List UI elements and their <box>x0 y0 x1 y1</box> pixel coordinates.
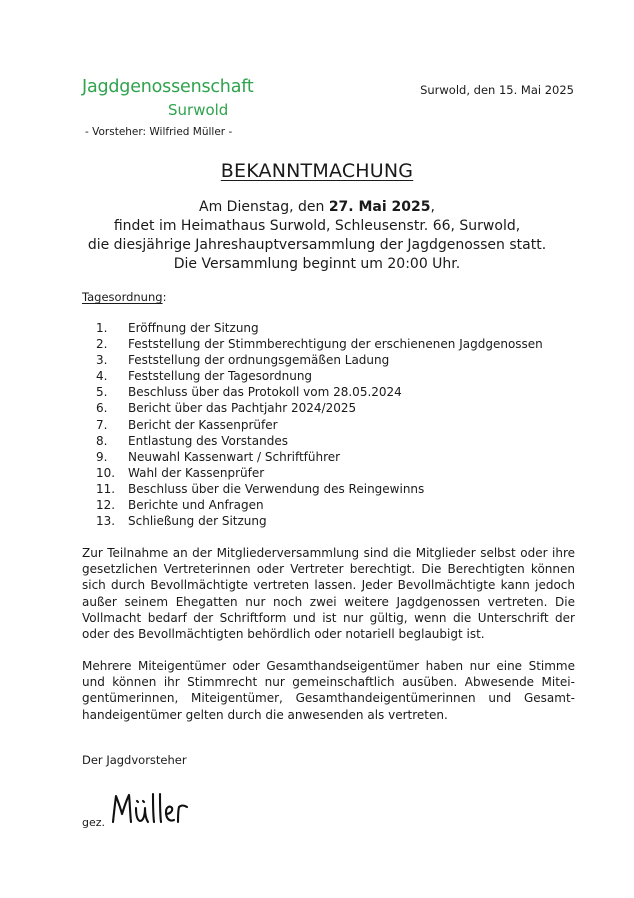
list-item-number: 3. <box>96 353 108 368</box>
org-block <box>82 76 282 120</box>
list-item-number: 6. <box>96 401 108 416</box>
list-item-number: 12. <box>96 498 116 513</box>
agenda-list <box>96 320 543 529</box>
co-owner-paragraph: Mehrere Miteigentümer oder Gesamthandseigentümer haben nur eine Stimme und können ihr Stimmrecht nur gemeinschaftlich ausüben. Abwesende Miteigentümerinnen, Miteigentümer, Gesamthandeigentümerinnen und Gesamthandeigentümer gelten durch die anwesenden als vertreten. <box>82 659 575 722</box>
intro-line-1 <box>0 198 634 217</box>
list-item-number: 2. <box>96 337 108 352</box>
list-item <box>96 417 543 433</box>
signature-prefix: gez. <box>82 816 106 829</box>
list-item-number: 13. <box>96 514 116 529</box>
handwritten-signature <box>110 790 190 826</box>
list-item-text: Wahl der Kassenprüfer <box>128 465 265 480</box>
list-item-text: Beschluss über die Verwendung des Reingewinns <box>128 481 425 496</box>
meeting-date: 27. Mai 2025 <box>328 199 431 215</box>
list-item <box>96 320 543 336</box>
list-item <box>96 384 543 400</box>
list-item-text: Neuwahl Kassenwart / Schriftführer <box>128 449 341 464</box>
list-item <box>96 400 543 416</box>
list-item-number: 11. <box>96 481 116 496</box>
participation-paragraph: Zur Teilnahme an der Mitgliederversammlung sind die Mitglieder selbst oder ihre gesetzlichen Vertreterinnen oder Vertreter berechtigt. Die Berechtigten können sich durch Bevollmächtigte vertreten lassen. Jeder Bevollmächtigte kann jedoch außer seinem Ehegatten nur noch zwei weitere Jagdgenossen vertreten. Die Vollmacht bedarf der Schriftform und ist nur gültig, wenn die Unterschrift der oder des Bevollmächtigten behördlich oder notariell beglaubigt ist. <box>82 546 575 642</box>
list-item-text: Schließung der Sitzung <box>128 514 267 529</box>
list-item-text: Eröffnung der Sitzung <box>128 321 259 335</box>
dateline: Surwold, den 15. Mai 2025 <box>420 83 574 97</box>
chairman-line: - Vorsteher: Wilfried Müller - <box>85 126 233 138</box>
page-title: BEKANNTMACHUNG <box>220 160 414 182</box>
list-item <box>96 449 543 465</box>
list-item-text: Feststellung der Stimmberechtigung der erschienenen Jagdgenossen <box>128 337 543 352</box>
list-item <box>96 368 543 384</box>
agenda-heading-text: Tagesordnung <box>82 290 163 304</box>
intro-line-1-pre: Am Dienstag, den <box>199 199 329 215</box>
list-item <box>96 433 543 449</box>
list-item <box>96 352 543 368</box>
intro-line-3: die diesjährige Jahreshauptversammlung der Jagdgenossen statt. <box>87 237 547 253</box>
closing-line: Der Jagdvorsteher <box>82 753 187 767</box>
list-item <box>96 481 543 497</box>
list-item-text: Berichte und Anfragen <box>128 498 264 513</box>
list-item <box>96 513 543 529</box>
list-item-number: 5. <box>96 385 108 400</box>
list-item <box>96 336 543 352</box>
agenda-heading <box>82 290 166 304</box>
list-item-number: 8. <box>96 433 108 448</box>
list-item-text: Feststellung der Tagesordnung <box>128 369 313 384</box>
list-item-number: 7. <box>96 417 108 432</box>
list-item-number: 10. <box>96 465 116 480</box>
intro-line-4: Die Versammlung beginnt um 20:00 Uhr. <box>173 256 461 272</box>
list-item-text: Entlastung des Vorstandes <box>128 433 288 448</box>
intro-line-2: findet im Heimathaus Surwold, Schleusenstr. 66, Surwold, <box>113 218 521 234</box>
list-item-number: 9. <box>96 449 108 464</box>
org-place: Surwold <box>168 101 229 119</box>
list-item-number: 1. <box>96 321 108 335</box>
list-item-text: Bericht der Kassenprüfer <box>128 417 278 432</box>
list-item-text: Bericht über das Pachtjahr 2024/2025 <box>128 401 357 416</box>
intro-block <box>0 198 634 274</box>
list-item-text: Beschluss über das Protokoll vom 28.05.2024 <box>128 385 402 400</box>
intro-line-1-post: , <box>430 199 435 215</box>
list-item-text: Feststellung der ordnungsgemäßen Ladung <box>128 353 390 368</box>
org-name: Jagdgenossenschaft <box>82 77 254 97</box>
list-item-number: 4. <box>96 369 108 384</box>
agenda-heading-suffix: : <box>162 290 167 304</box>
list-item <box>96 465 543 481</box>
signature-block <box>82 790 190 830</box>
list-item <box>96 497 543 513</box>
